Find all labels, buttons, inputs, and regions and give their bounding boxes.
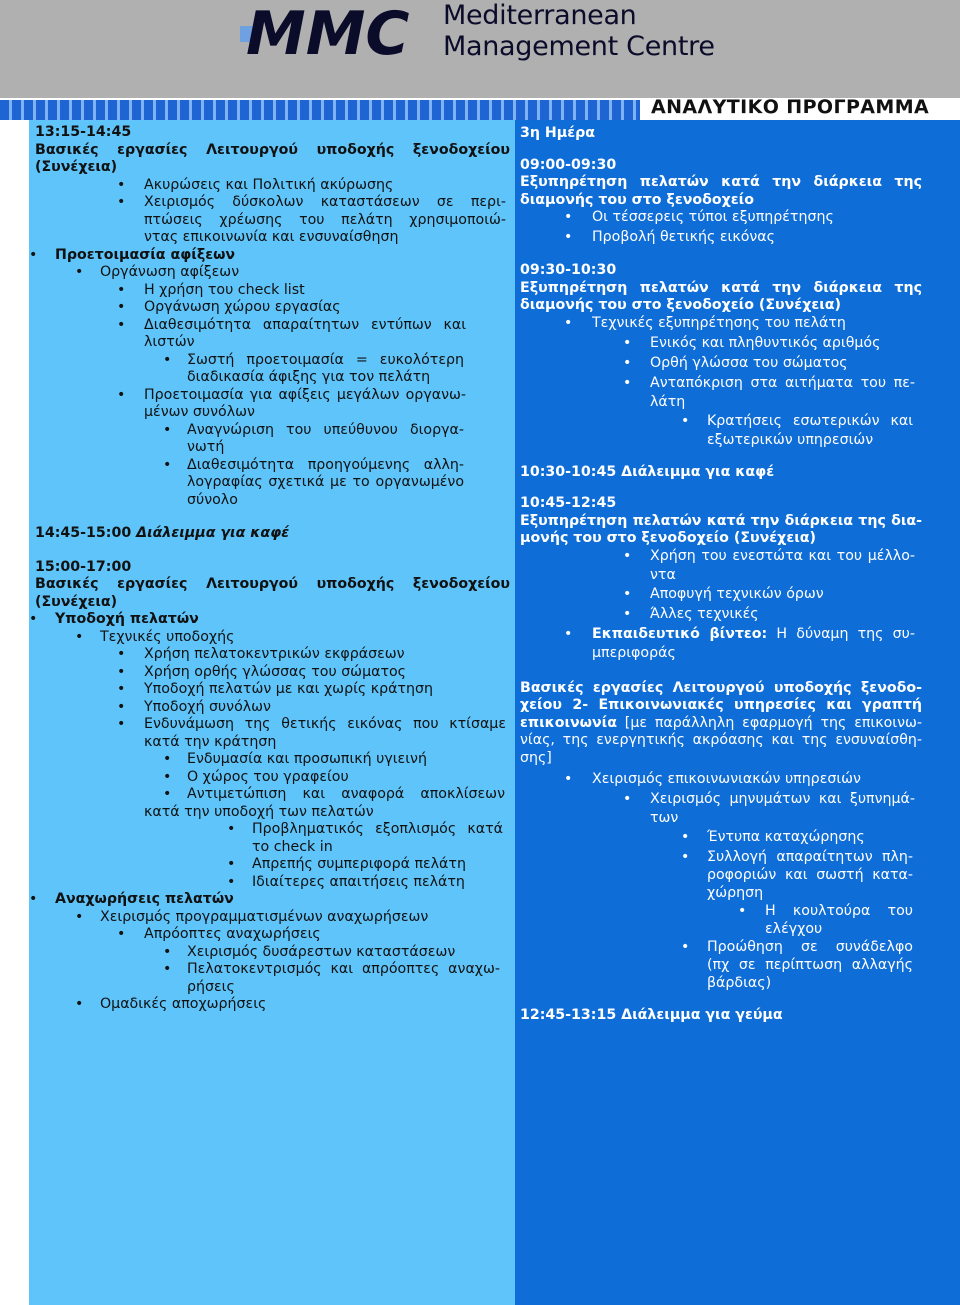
list-item: • Ο χώρος του γραφείου [35, 769, 510, 787]
bullet-icon [623, 335, 631, 353]
session-time: 09:30-10:30 [520, 262, 617, 278]
svg-text:MMC: MMC [246, 4, 410, 64]
right-column [515, 120, 960, 1305]
session-time: 10:45-12:45 [520, 495, 617, 511]
list-item: • Προετοιμασία για αφίξεις μεγάλων οργανω- μένων συνόλων [35, 387, 510, 422]
list-item: • Η κουλτούρα του ελέγχου [520, 903, 922, 939]
bullet-icon [623, 548, 631, 566]
list-item: • Προώθηση σε συνάδελφο (πχ σε περίπτωση αλλαγής βάρδιας) [520, 939, 922, 993]
bullet-icon [163, 944, 171, 962]
list-item: • Ομαδικές αποχωρήσεις [35, 996, 510, 1014]
list-item: • Προετοιμασία αφίξεων [35, 247, 510, 265]
logo-wordmark [443, 0, 715, 62]
break-time: 14:45-15:00 [35, 525, 132, 541]
break-label: Διάλειμμα για γεύμα [621, 1007, 783, 1023]
bullet-icon [117, 299, 125, 317]
session-title: Εξυπηρέτηση πελατών κατά την διάρκεια της [520, 174, 922, 190]
list-item: • Απρόοπτες αναχωρήσεις [35, 926, 510, 944]
list-item: • Ενδυμασία και προσωπική υγιεινή [35, 751, 510, 769]
bullet-icon [29, 611, 37, 629]
list-item: • Αναχωρήσεις πελατών [35, 891, 510, 909]
bullet-icon [29, 891, 37, 909]
list-item: • Προβληματικός εξοπλισμός κατά το check in [35, 821, 510, 856]
bullet-icon [163, 751, 171, 769]
list-item: • Αντιμετώπιση και αναφορά αποκλίσεων κατά την υποδοχή των πελατών [35, 786, 510, 821]
day-label: 3η Ημέρα [520, 125, 596, 141]
bullet-icon [738, 903, 746, 921]
program-title: ΑΝΑΛΥΤΙΚΟ ΠΡΟΓΡΑΜΜΑ [651, 96, 930, 118]
list-item: • Άλλες τεχνικές [520, 606, 922, 626]
bullet-icon [163, 352, 171, 370]
session-title-cont: (Συνέχεια) [35, 593, 118, 610]
list-item: • Τεχνικές υποδοχής [35, 629, 510, 647]
list-item: • Ιδιαίτερες απαιτήσεις πελάτη [35, 874, 510, 892]
list-item: • Κρατήσεις εσωτερικών και εξωτερικών υπηρεσιών [520, 413, 922, 451]
list-item: • Πελατοκεντρισμός και απρόοπτες αναχω- ρήσεις [35, 961, 510, 996]
bullet-icon [117, 282, 125, 300]
list-item: • Εκπαιδευτικό βίντεο: Η δύναμη της συ- μπεριφοράς [520, 626, 922, 664]
break-row [520, 464, 922, 482]
list-item: • Σωστή προετοιμασία = ευκολότερη διαδικασία άφιξης για τον πελάτη [35, 352, 510, 387]
list-item: • Χειρισμός μηνυμάτων και ξυπνημά- των [520, 791, 922, 829]
session-title-cont: επικοινωνία [με παράλληλη εφαρμογή της επικοινω- [520, 714, 922, 731]
session-time: 09:00-09:30 [520, 156, 617, 173]
bullet-icon [564, 315, 572, 333]
bullet-icon [117, 926, 125, 944]
bullet-icon [564, 626, 572, 644]
bullet-icon [623, 586, 631, 604]
list-item: • Η χρήση του check list [35, 282, 510, 300]
bullet-icon [681, 939, 689, 957]
bullet-icon [623, 606, 631, 624]
list-item: • Τεχνικές εξυπηρέτησης του πελάτη [520, 315, 922, 335]
list-item: • Διαθεσιμότητα προηγούμενης αλλη- λογραφίας σχετικά με το οργανωμένο σύνολο [35, 457, 510, 510]
video-label: Εκπαιδευτικό βίντεο: [592, 625, 768, 642]
page-header [0, 0, 960, 98]
break-label: Διάλειμμα για καφέ [621, 463, 775, 480]
bullet-icon [75, 629, 83, 647]
session-title: Βασικές εργασίες Λειτουργού υποδοχής ξενοδο- [520, 679, 922, 696]
list-item: • Χειρισμός δύσκολων καταστάσεων σε περι- πτώσεις χρέωσης του πελάτη χρησιμοποιώ- ντας επικοινωνία και ενσυναίσθηση [35, 194, 510, 247]
bullet-icon [163, 422, 171, 440]
mmc-logo [240, 4, 420, 64]
bullet-icon [75, 264, 83, 282]
left-column [29, 120, 515, 1305]
list-item: • Αποφυγή τεχνικών όρων [520, 586, 922, 606]
list-item: • Υποδοχή πελατών [35, 611, 510, 629]
list-item: • Αναγνώριση του υπεύθυνου διοργα- νωτή [35, 422, 510, 457]
session-time: 15:00-17:00 [35, 558, 132, 575]
list-item: • Ορθή γλώσσα του σώματος [520, 355, 922, 375]
list-item: • Χειρισμός δυσάρεστων καταστάσεων [35, 944, 510, 962]
bullet-icon [564, 229, 572, 247]
list-item: • Συλλογή απαραίτητων πλη- ροφοριών και σωστή κατα- χώρηση [520, 849, 922, 903]
bullet-icon [163, 961, 171, 979]
bullet-icon [623, 355, 631, 373]
break-row [520, 1007, 922, 1025]
session-title: Εξυπηρέτηση πελατών κατά την διάρκεια της δια- [520, 512, 922, 529]
bullet-icon [163, 786, 171, 804]
list-item: • Διαθεσιμότητα απαραίτητων εντύπων και λιστών [35, 317, 510, 352]
list-item: • Χρήση ορθής γλώσσας του σώματος [35, 664, 510, 682]
bullet-icon [117, 699, 125, 717]
session-title: Βασικές εργασίες Λειτουργού υποδοχής ξενοδοχείου [35, 576, 510, 592]
bullet-icon [117, 664, 125, 682]
decorative-stripe [0, 100, 640, 120]
list-item: • Προβολή θετικής εικόνας [520, 229, 922, 249]
bullet-icon [117, 194, 125, 212]
list-item: • Ανταπόκριση στα αιτήματα του πε- λάτη [520, 375, 922, 413]
bullet-icon [681, 829, 689, 847]
bullet-icon [681, 849, 689, 867]
break-time: 10:30-10:45 [520, 463, 617, 480]
left-gutter [0, 120, 29, 1305]
bullet-icon [117, 317, 125, 335]
list-item: • Χειρισμός επικοινωνιακών υπηρεσιών [520, 771, 922, 791]
logo-line-2: Management Centre [443, 31, 715, 62]
session-title: Εξυπηρέτηση πελατών κατά την διάρκεια της [520, 279, 922, 296]
session-title: Βασικές εργασίες Λειτουργού υποδοχής ξενοδοχείου [35, 141, 510, 158]
break-label: Διάλειμμα για καφέ [136, 525, 290, 541]
bullet-icon [117, 646, 125, 664]
bullet-icon [623, 791, 631, 809]
list-item: • Οργάνωση αφίξεων [35, 264, 510, 282]
bullet-icon [75, 996, 83, 1014]
list-item: • Οργάνωση χώρου εργασίας [35, 299, 510, 317]
bullet-icon [75, 909, 83, 927]
session-title-cont: σης] [520, 749, 552, 766]
list-item: • Χρήση πελατοκεντρικών εκφράσεων [35, 646, 510, 664]
bullet-icon [117, 177, 125, 195]
bullet-icon [227, 856, 235, 874]
session-time: 13:15-14:45 [35, 124, 132, 140]
session-title-cont: διαμονής του στο ξενοδοχείο [520, 191, 754, 208]
list-item: • Χειρισμός προγραμματισμένων αναχωρήσεων [35, 909, 510, 927]
session-title-cont: νίας, της ενεργητικής ακρόασης και της ενσυναίσθη- [520, 732, 922, 748]
bullet-icon [117, 716, 125, 734]
bullet-icon [163, 457, 171, 475]
logo-line-1: Mediterranean [443, 0, 637, 31]
list-item: • Ενδυνάμωση της θετικής εικόνας που κτίσαμε κατά την κράτηση [35, 716, 510, 751]
bullet-icon [29, 247, 37, 265]
break-row [35, 525, 510, 543]
list-item: • Έντυπα καταχώρησης [520, 829, 922, 849]
bullet-icon [117, 387, 125, 405]
list-item: • Υποδοχή συνόλων [35, 699, 510, 717]
list-item: • Οι τέσσερεις τύποι εξυπηρέτησης [520, 209, 922, 229]
bullet-icon [117, 681, 125, 699]
bullet-icon [681, 413, 689, 431]
session-title-cont: (Συνέχεια) [35, 159, 118, 175]
session-title-cont: χείου 2- Επικοινωνιακές υπηρεσίες και γραπτή [520, 697, 922, 713]
bullet-icon [564, 771, 572, 789]
bullet-icon [163, 769, 171, 787]
bullet-icon [564, 209, 572, 227]
bullet-icon [227, 821, 235, 839]
session-title-cont: μονής του στο ξενοδοχείο (Συνέχεια) [520, 530, 816, 546]
list-item: • Απρεπής συμπεριφορά πελάτη [35, 856, 510, 874]
list-item: • Ενικός και πληθυντικός αριθμός [520, 335, 922, 355]
list-item: • Ακυρώσεις και Πολιτική ακύρωσης [35, 177, 510, 195]
bullet-icon [623, 375, 631, 393]
bullet-icon [227, 874, 235, 892]
break-time: 12:45-13:15 [520, 1007, 617, 1023]
session-title-cont: διαμονής του στο ξενοδοχείο (Συνέχεια) [520, 297, 842, 313]
list-item: • Χρήση του ενεστώτα και του μέλλο- ντα [520, 548, 922, 586]
list-item: • Υποδοχή πελατών με και χωρίς κράτηση [35, 681, 510, 699]
